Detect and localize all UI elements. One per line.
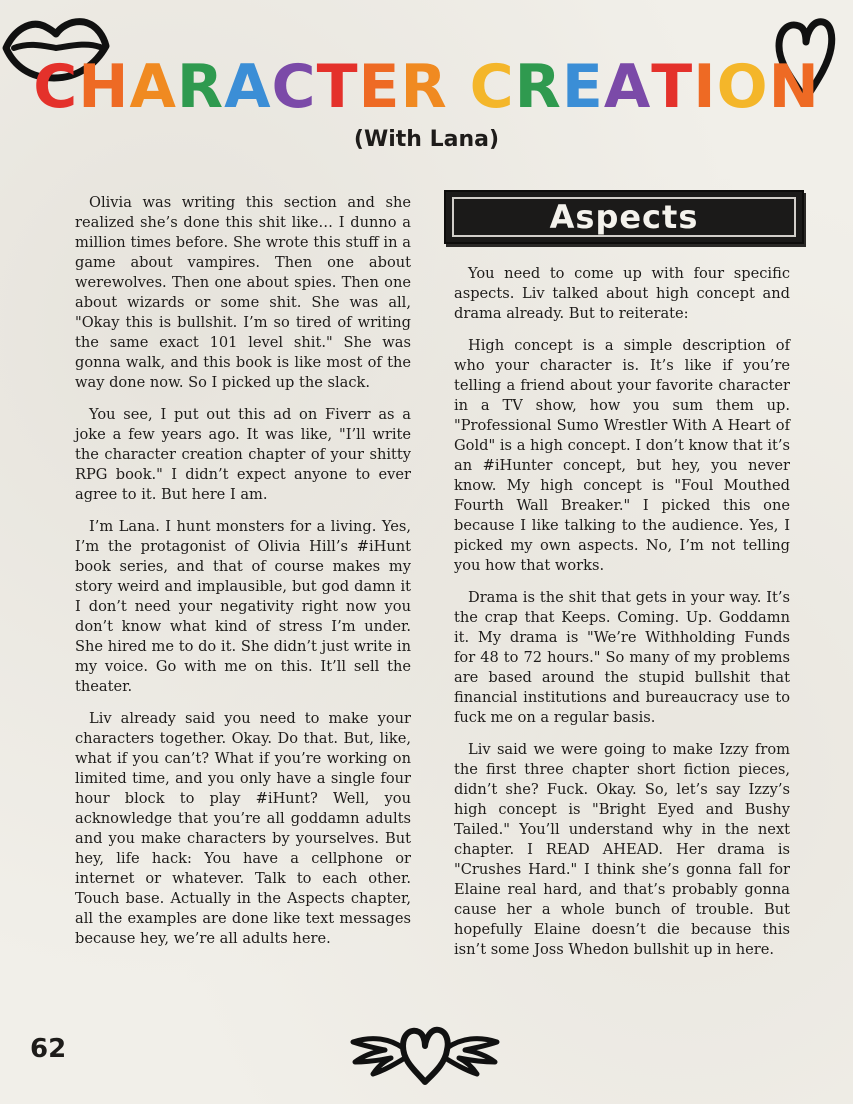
paragraph: Liv said we were going to make Izzy from the first three chapter short fiction pieces, didn’t she? Fuck. Okay. So, let’s say Izzy’s high concept is "Bright Eyed and Bushy Tailed." You’ll understand why in the next chapter. I READ AHEAD. Her drama is "Crushes Hard." I think she’s gonna fall for Elaine real hard, and that’s probably gonna cause her a whole bunch of trouble. But hopefully Elaine doesn’t die because this isn’t some Joss Whedon bullshit up in here. [454,741,790,958]
winged-heart-icon [345,1018,505,1088]
title-letter: H [78,52,130,122]
paragraph: I’m Lana. I hunt monsters for a living. Yes, I’m the protagonist of Olivia Hill’s #iHunt book series, and that of course makes my story weird and implausible, but god damn it I don’t need your negativity right now you don’t know what kind of stress I’m under. She hired me to do it. She didn’t just write in my voice. Go with me on this. It’ll sell the theater. [75,518,411,695]
paragraph: You need to come up with four specific aspects. Liv talked about high concept and drama already. But to reiterate: [454,265,790,322]
title-letter: O [716,52,769,122]
title-letter: C [469,52,515,122]
left-column [75,193,411,961]
title-letter: T [651,52,694,122]
title-letter: E [358,52,401,122]
title-letter: A [603,52,652,122]
paragraph: High concept is a simple description of who your character is. It’s like if you’re telling a friend about your favorite character in a TV show, how you sum them up. "Professional Sumo Wrestler With A Heart of Gold" is a high concept. I don’t know that it’s an #iHunter concept, but hey, you never know. My high concept is "Foul Mouthed Fourth Wall Breaker." I picked this one because I like talking to the audience. Yes, I picked my own aspects. No, I’m not telling you how that works. [454,337,790,574]
paragraph: Liv already said you need to make your characters together. Okay. Do that. But, like, what if you can’t? What if you’re working on limited time, and you only have a single four hour block to play #iHunt? Well, you acknowledge that you’re all goddamn adults and you make characters by yourselves. But hey, life hack: You have a cellphone or internet or whatever. Talk to each other. Touch base. Actually in the Aspects chapter, all the examples are done like text messages because hey, we’re all adults here. [75,710,411,947]
section-heading: Aspects [549,198,699,236]
title-letter: R [514,52,562,122]
title-letter: T [316,52,359,122]
chapter-title [0,52,853,122]
title-letter: A [224,52,272,122]
paragraph: Olivia was writing this section and she realized she’s done this shit like… I dunno a million times before. She wrote this stuff in a game about vampires. Then one about werewolves. Then one about spies. Then one about wizards or some shit. She was all, "Okay this is bullshit. I’m so tired of writing the same exact 101 level shit." She was gonna walk, and this book is like most of the way done now. So I picked up the slack. [75,194,411,391]
title-letter: R [400,52,448,122]
page-number: 62 [30,1034,67,1064]
title-letter: C [33,52,79,122]
title-letter: C [271,52,317,122]
title-letter: A [129,52,177,122]
title-letter: I [693,52,717,122]
title-letter: N [768,52,820,122]
title-letter [448,52,470,122]
chapter-subtitle: (With Lana) [353,127,500,152]
paragraph: You see, I put out this ad on Fiverr as a joke a few years ago. It was like, "I’ll write the character creation chapter of your shitty RPG book." I didn’t expect anyone to ever agree to it. But here I am. [75,406,411,503]
right-column [454,264,790,972]
paragraph: Drama is the shit that gets in your way. It’s the crap that Keeps. Coming. Up. Goddamn it. My drama is "We’re Withholding Funds for 48 to 72 hours." So many of my problems are based around the stupid bullshit that financial institutions and bureaucracy use to fuck me on a regular basis. [454,589,790,726]
section-heading-box [444,190,804,244]
title-letter: R [176,52,225,122]
title-letter: E [561,52,604,122]
